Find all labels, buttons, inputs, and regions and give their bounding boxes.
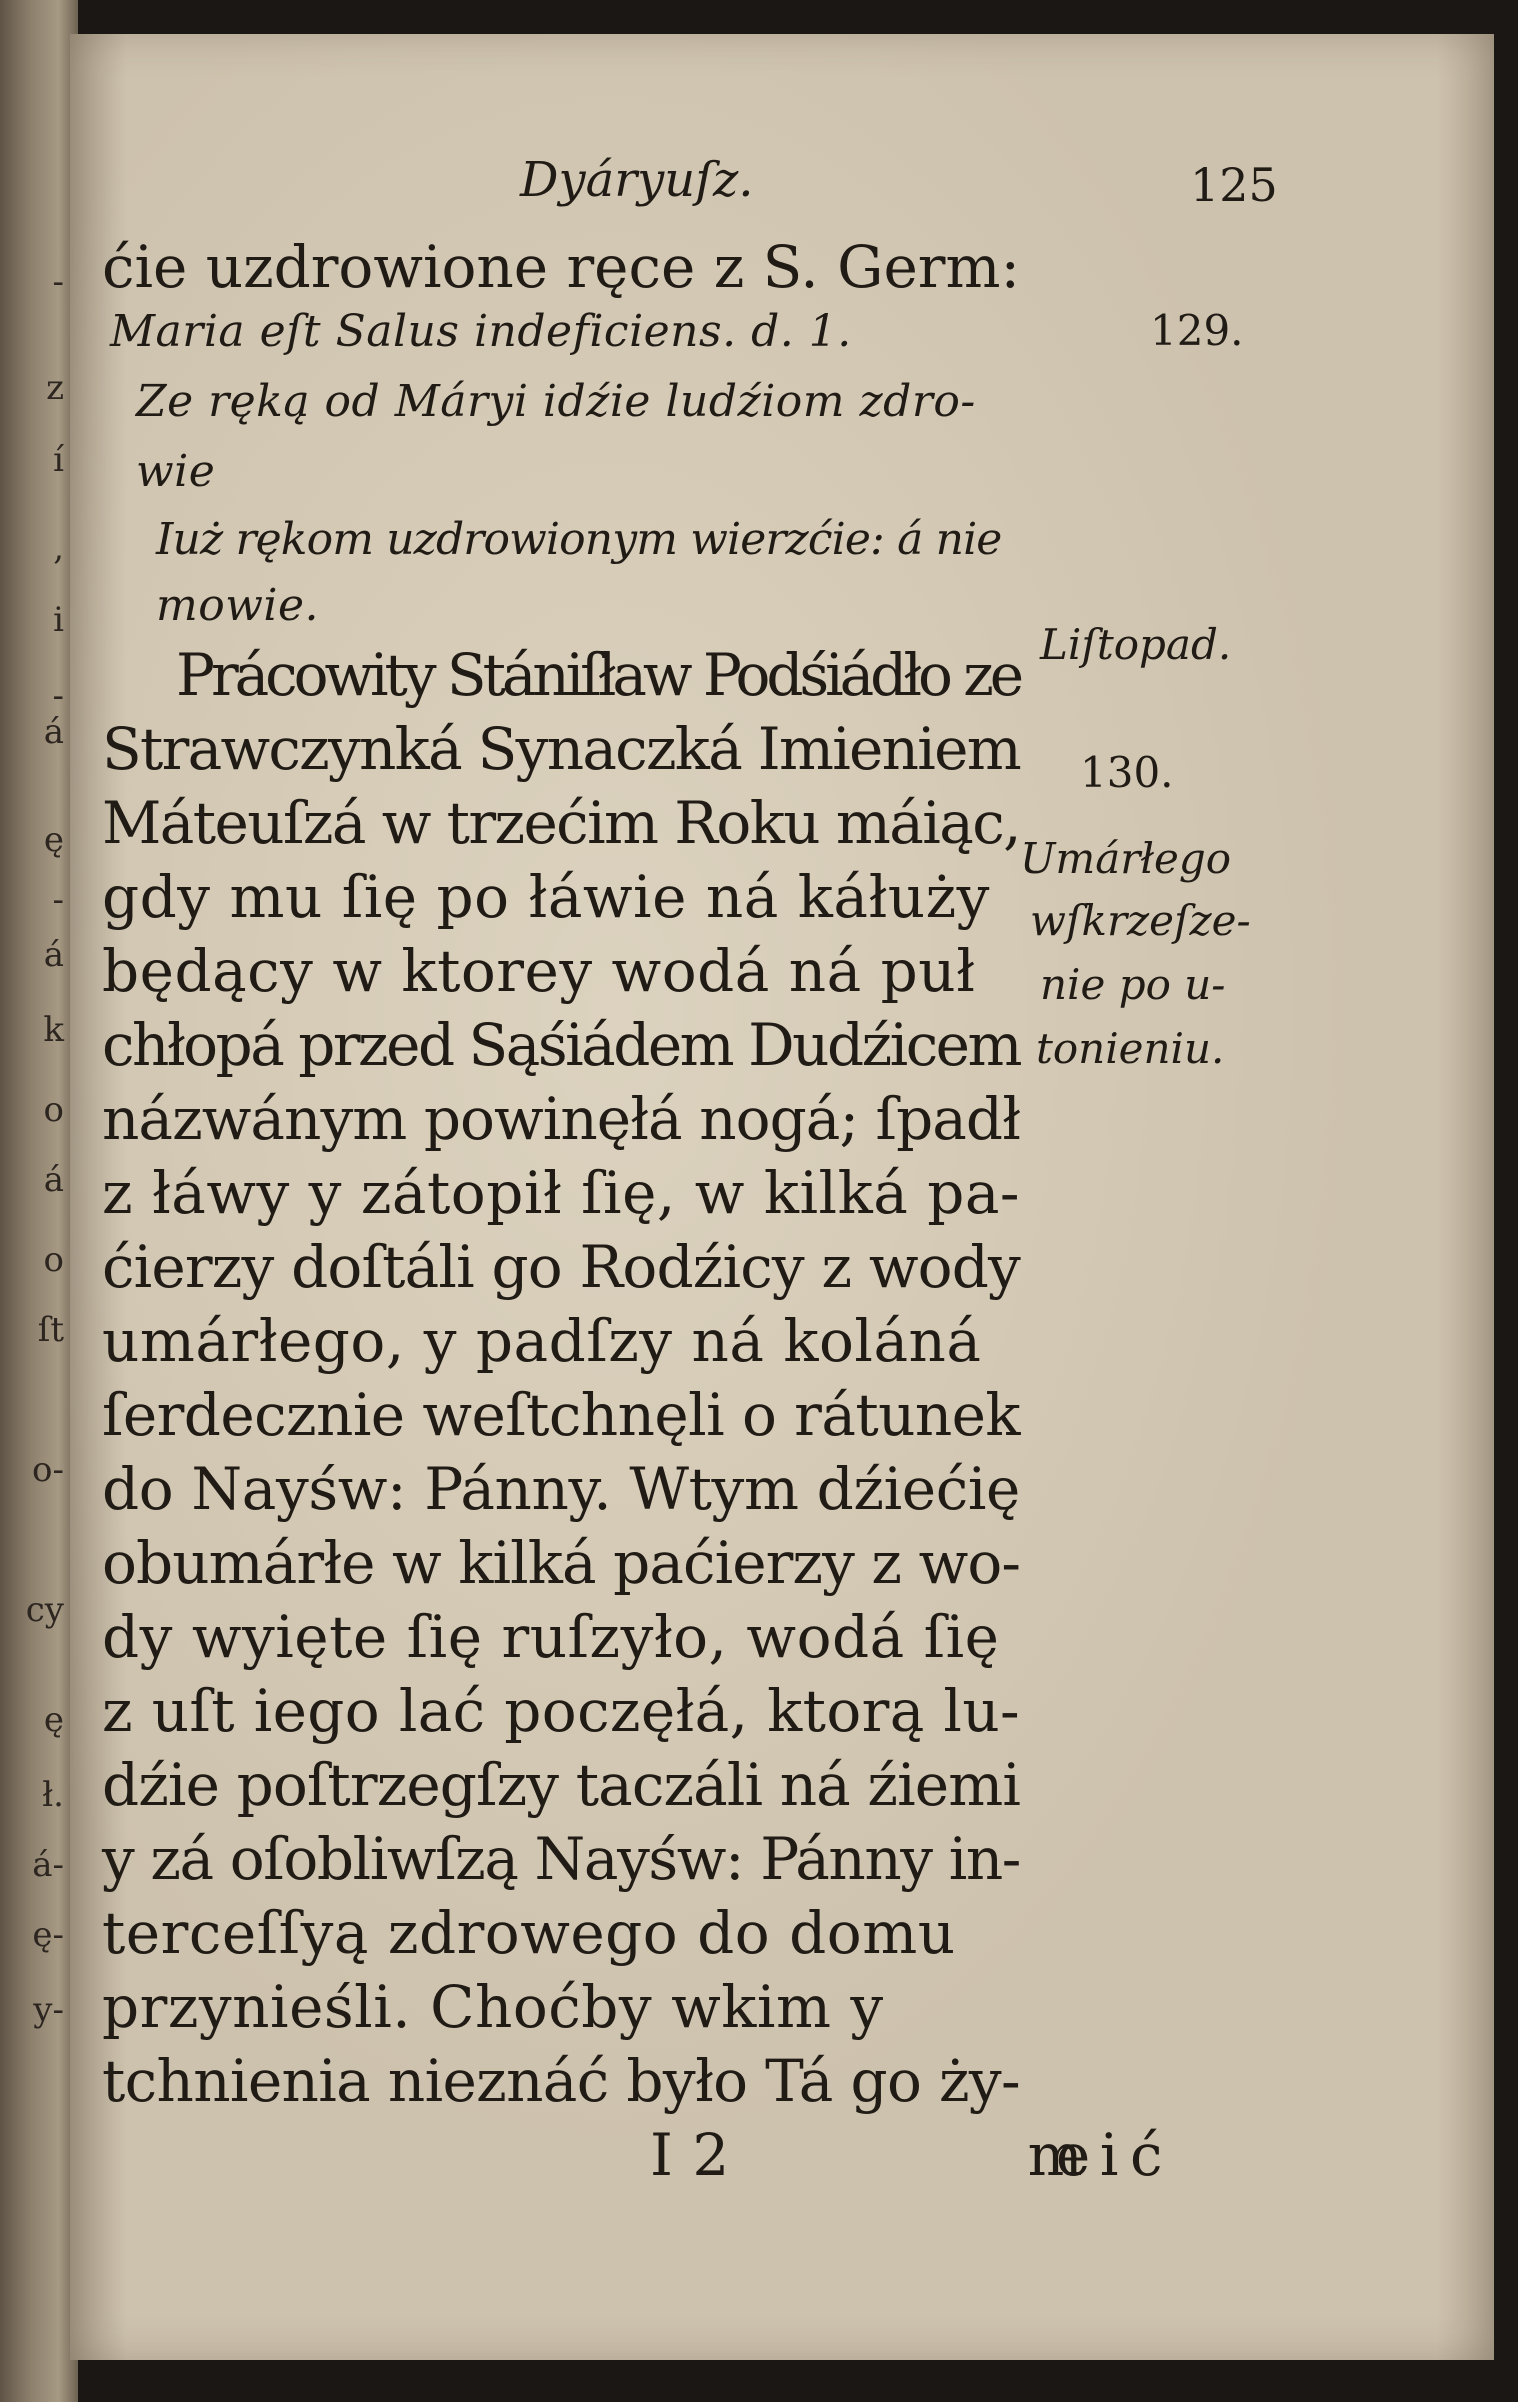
prev-page-fragment: ę	[43, 820, 64, 860]
text-line: Ze ręką od Máryi idźie ludźiom zdro-	[136, 376, 976, 427]
margin-note: tonieniu.	[1036, 1024, 1225, 1073]
prev-page-fragment: o	[43, 1240, 64, 1280]
prev-page-fragment: á	[43, 935, 64, 975]
text-line: Prácowity Stániſław Podśiádło ze	[176, 641, 1020, 709]
text-line: chłopá przed Sąśiádem Dudźicem	[102, 1011, 1020, 1079]
margin-note: Umárłego	[1020, 834, 1231, 883]
text-line: y zá oſobliwſzą Nayśw: Pánny in-	[102, 1825, 1020, 1893]
text-line: przynieśli. Choćby wkim y	[102, 1973, 884, 2041]
prev-page-fragment: -	[52, 880, 64, 920]
page-number: 125	[1190, 158, 1278, 212]
prev-page-fragment: ł.	[42, 1775, 64, 1815]
prev-page-fragment: á	[43, 1160, 64, 1200]
text-line: wie	[136, 446, 216, 497]
margin-note: Liſtopad.	[1040, 620, 1232, 669]
prev-page-fragment: o	[43, 1090, 64, 1130]
text-line: Maria eſt Salus indeficiens. d. 1.	[110, 306, 852, 357]
text-line: ſerdecznie weſtchnęli o rátunek	[102, 1381, 1020, 1449]
signature-mark: I 2	[650, 2121, 730, 2189]
book-page	[70, 34, 1494, 2360]
margin-note: wſkrzeſze-	[1030, 896, 1251, 945]
prev-page-fragment: ſt	[37, 1310, 64, 1350]
prev-page-fragment: ę	[43, 1700, 64, 1740]
prev-page-fragment: o-	[32, 1450, 64, 1490]
text-line: z łáwy y zátopił ſię, w kilká pa-	[102, 1159, 1020, 1227]
text-line: ćierzy doſtáli go Rodźicy z wody	[102, 1233, 1020, 1301]
prev-page-fragment: -	[52, 676, 64, 716]
prev-page-fragment: ę-	[32, 1915, 64, 1955]
prev-page-fragment: i	[53, 600, 64, 640]
prev-page-fragment: y-	[33, 1990, 64, 2030]
text-line: dźie poſtrzegſzy taczáli ná źiemi	[102, 1751, 1020, 1819]
prev-page-fragment: ,	[53, 528, 64, 568]
text-line: gdy mu ſię po łáwie ná káłuży	[102, 863, 990, 931]
text-line: z uſt iego lać poczęłá, ktorą lu-	[102, 1677, 1020, 1745]
text-line: Máteuſzá w trzećim Roku máiąc,	[102, 789, 1021, 857]
prev-page-fragment: á	[43, 712, 64, 752]
text-line: tchnienia nieznáć było Tá go ży-	[102, 2047, 1020, 2115]
margin-note: nie po u-	[1040, 960, 1226, 1009]
previous-page-edge	[0, 0, 78, 2402]
prev-page-fragment: k	[43, 1010, 64, 1050]
text-line: będący w ktorey wodá ná puł	[102, 937, 976, 1005]
text-line: umárłego, y padſzy ná koláná	[102, 1307, 982, 1375]
prev-page-fragment: -	[52, 262, 64, 302]
prev-page-fragment: í	[53, 440, 64, 480]
text-line: Iuż rękom uzdrowionym wierzćie: á nie	[156, 514, 1002, 565]
margin-note: 130.	[1080, 748, 1174, 797]
text-line: ćie uzdrowione ręce z S. Germ:	[102, 233, 1020, 301]
prev-page-fragment: cy	[25, 1590, 64, 1630]
prev-page-fragment: á-	[32, 1845, 64, 1885]
text-line: terceſſyą zdrowego do domu	[102, 1899, 956, 1967]
margin-note: 129.	[1150, 306, 1244, 355]
text-line: Strawczynká Synaczká Imieniem	[102, 715, 1020, 783]
text-line: mowie.	[156, 580, 319, 631]
text-line: do Nayśw: Pánny. Wtym dźiećię	[102, 1455, 1020, 1523]
text-line: dy wyięte ſię ruſzyło, wodá ſię	[102, 1603, 1000, 1671]
text-line: názwánym powinęłá nogá; ſpadł	[102, 1085, 1020, 1153]
text-line: obumárłe w kilká paćierzy z wo-	[102, 1529, 1020, 1597]
running-title: Dyáryuſz.	[520, 152, 754, 208]
prev-page-fragment: z	[46, 368, 64, 408]
